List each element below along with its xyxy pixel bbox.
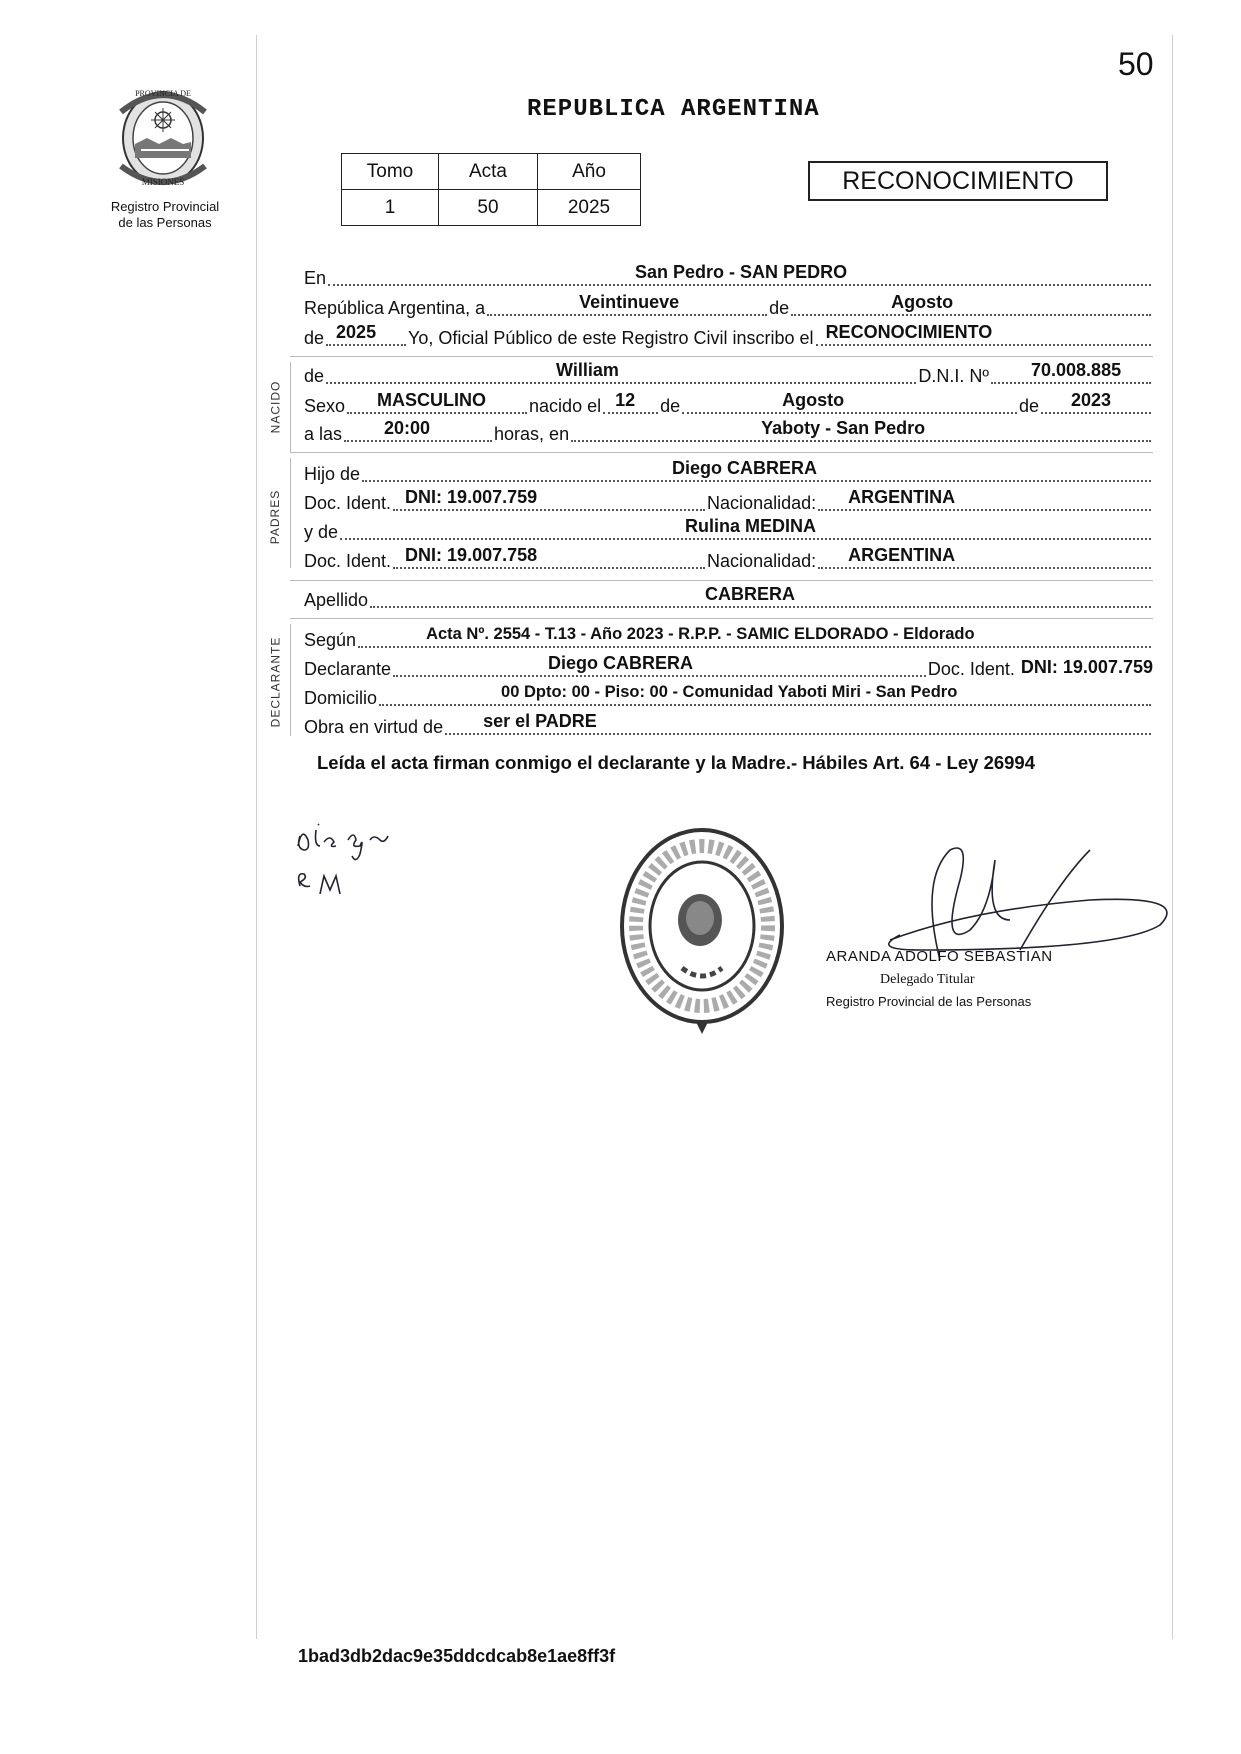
declarante-side-line [290, 624, 291, 736]
declarante-side-label: DECLARANTE [268, 636, 282, 728]
domicilio-value: 00 Dpto: 00 - Piso: 00 - Comunidad Yaboti Miri - San Pedro [501, 683, 958, 701]
province-coat-of-arms-logo [111, 82, 215, 190]
nacido-el-label: nacido el [529, 396, 602, 416]
yo-label: Yo, Oficial Público de este Registro Civil inscribo el [408, 328, 814, 348]
mother-doc-label: Doc. Ident. [304, 551, 392, 571]
mother-doc-value: DNI: 19.007.758 [405, 545, 538, 565]
tomo-header: Tomo [342, 154, 439, 190]
closing-statement: Leída el acta firman conmigo el declarante y la Madre.- Hábiles Art. 64 - Ley 26994 [317, 752, 1036, 773]
child-dni-value: 70.008.885 [1031, 360, 1122, 380]
year-value: 2025 [336, 322, 377, 342]
divider-nacido [290, 356, 1153, 357]
anio-value: 2025 [538, 190, 641, 226]
hijo-de-label: Hijo de [304, 464, 361, 484]
act-value: RECONOCIMIENTO [825, 322, 993, 342]
sexo-value: MASCULINO [377, 390, 487, 410]
official-seal-stamp [612, 818, 792, 1040]
padres-father-doc-row [304, 487, 1153, 513]
y-de-label: y de [304, 522, 339, 542]
dni-label: D.N.I. Nº [918, 366, 989, 386]
alas-label: a las [304, 424, 343, 444]
de-label-2: de [660, 396, 681, 416]
registry-value-row [342, 190, 641, 226]
day-value: Veintinueve [579, 292, 680, 312]
declarante-doc-label: Doc. Ident. [927, 659, 1015, 679]
segun-value: Acta Nº. 2554 - T.13 - Año 2023 - R.P.P. - SAMIC ELDORADO - Eldorado [426, 625, 975, 643]
padres-mother-doc-row [304, 545, 1153, 571]
padres-side-label: PADRES [268, 489, 282, 545]
document-hash: 1bad3db2dac9e35ddcdcab8e1ae8ff3f [298, 1646, 616, 1666]
logo-caption [90, 199, 240, 231]
acta-header: Acta [439, 154, 538, 190]
domicilio-label: Domicilio [304, 688, 378, 708]
father-name-value: Diego CABRERA [672, 458, 818, 478]
republica-label: República Argentina, a [304, 298, 486, 318]
de-label: de [304, 366, 325, 386]
nacido-side-label: NACIDO [268, 380, 283, 434]
tomo-value: 1 [342, 190, 439, 226]
right-margin-line [1172, 35, 1173, 1639]
birth-time-value: 20:00 [384, 418, 431, 438]
act-type-box: RECONOCIMIENTO [808, 161, 1108, 201]
registry-header-row [342, 154, 641, 190]
mother-name-value: Rulina MEDINA [685, 516, 817, 536]
father-nat-value: ARGENTINA [848, 487, 956, 507]
official-office: Registro Provincial de las Personas [826, 994, 1032, 1009]
document-title: REPUBLICA ARGENTINA [527, 96, 820, 123]
official-name: ARANDA ADOLFO SEBASTIAN [826, 948, 1053, 965]
page-number: 50 [1118, 46, 1154, 82]
birth-month-value: Agosto [782, 390, 845, 410]
obra-row [304, 711, 1153, 737]
place-value: San Pedro - SAN PEDRO [635, 262, 848, 282]
handwritten-signature [290, 806, 420, 906]
apellido-label: Apellido [304, 590, 369, 610]
declarante-doc-value: DNI: 19.007.759 [1020, 657, 1153, 677]
logo-caption-line2: de las Personas [118, 215, 212, 230]
logo-bottom-text: MISIONES [141, 177, 185, 187]
obra-label: Obra en virtud de [304, 717, 444, 737]
birth-year-value: 2023 [1071, 390, 1112, 410]
declarante-label: Declarante [304, 659, 392, 679]
father-nat-label: Nacionalidad: [707, 493, 817, 513]
divider-apellido [290, 580, 1153, 581]
birth-day-value: 12 [615, 390, 636, 410]
apellido-row [304, 584, 1153, 610]
mother-nat-label: Nacionalidad: [707, 551, 817, 571]
padres-side-line [290, 458, 291, 568]
month-value: Agosto [891, 292, 954, 312]
padres-mother-row [304, 516, 1153, 542]
horas-label: horas, en [494, 424, 570, 444]
segun-row [304, 624, 1153, 650]
birth-place-value: Yaboty - San Pedro [761, 418, 926, 438]
anio-header: Año [538, 154, 641, 190]
domicilio-row [304, 682, 1153, 708]
child-name-value: William [556, 360, 619, 380]
de-label: de [769, 298, 790, 318]
segun-label: Según [304, 630, 357, 650]
father-doc-label: Doc. Ident. [304, 493, 392, 513]
nacido-birth-row [304, 390, 1153, 416]
intro-date-row [304, 292, 1153, 318]
obra-value: ser el PADRE [483, 711, 597, 731]
father-doc-value: DNI: 19.007.759 [405, 487, 538, 507]
padres-father-row [304, 458, 1153, 484]
nacido-name-row [304, 360, 1153, 386]
official-signature [770, 840, 1170, 990]
en-label: En [304, 268, 327, 288]
declarante-row [304, 653, 1153, 679]
intro-place-row [304, 262, 1153, 288]
de-label-3: de [1018, 396, 1039, 416]
registry-table [341, 153, 641, 226]
nacido-time-row [304, 418, 1153, 444]
left-margin-line [256, 35, 257, 1639]
logo-caption-line1: Registro Provincial [110, 199, 220, 214]
nacido-side-line [290, 362, 291, 452]
official-role: Delegado Titular [880, 972, 975, 987]
declarante-value: Diego CABRERA [548, 653, 694, 673]
intro-year-row [304, 322, 1153, 348]
logo-top-text: PROVINCIA DE [135, 89, 191, 98]
mother-nat-value: ARGENTINA [848, 545, 956, 565]
divider-padres [290, 452, 1153, 453]
de2-label: de [304, 328, 325, 348]
acta-value: 50 [439, 190, 538, 226]
apellido-value: CABRERA [705, 584, 796, 604]
divider-declarante [290, 618, 1153, 619]
sexo-label: Sexo [304, 396, 346, 416]
